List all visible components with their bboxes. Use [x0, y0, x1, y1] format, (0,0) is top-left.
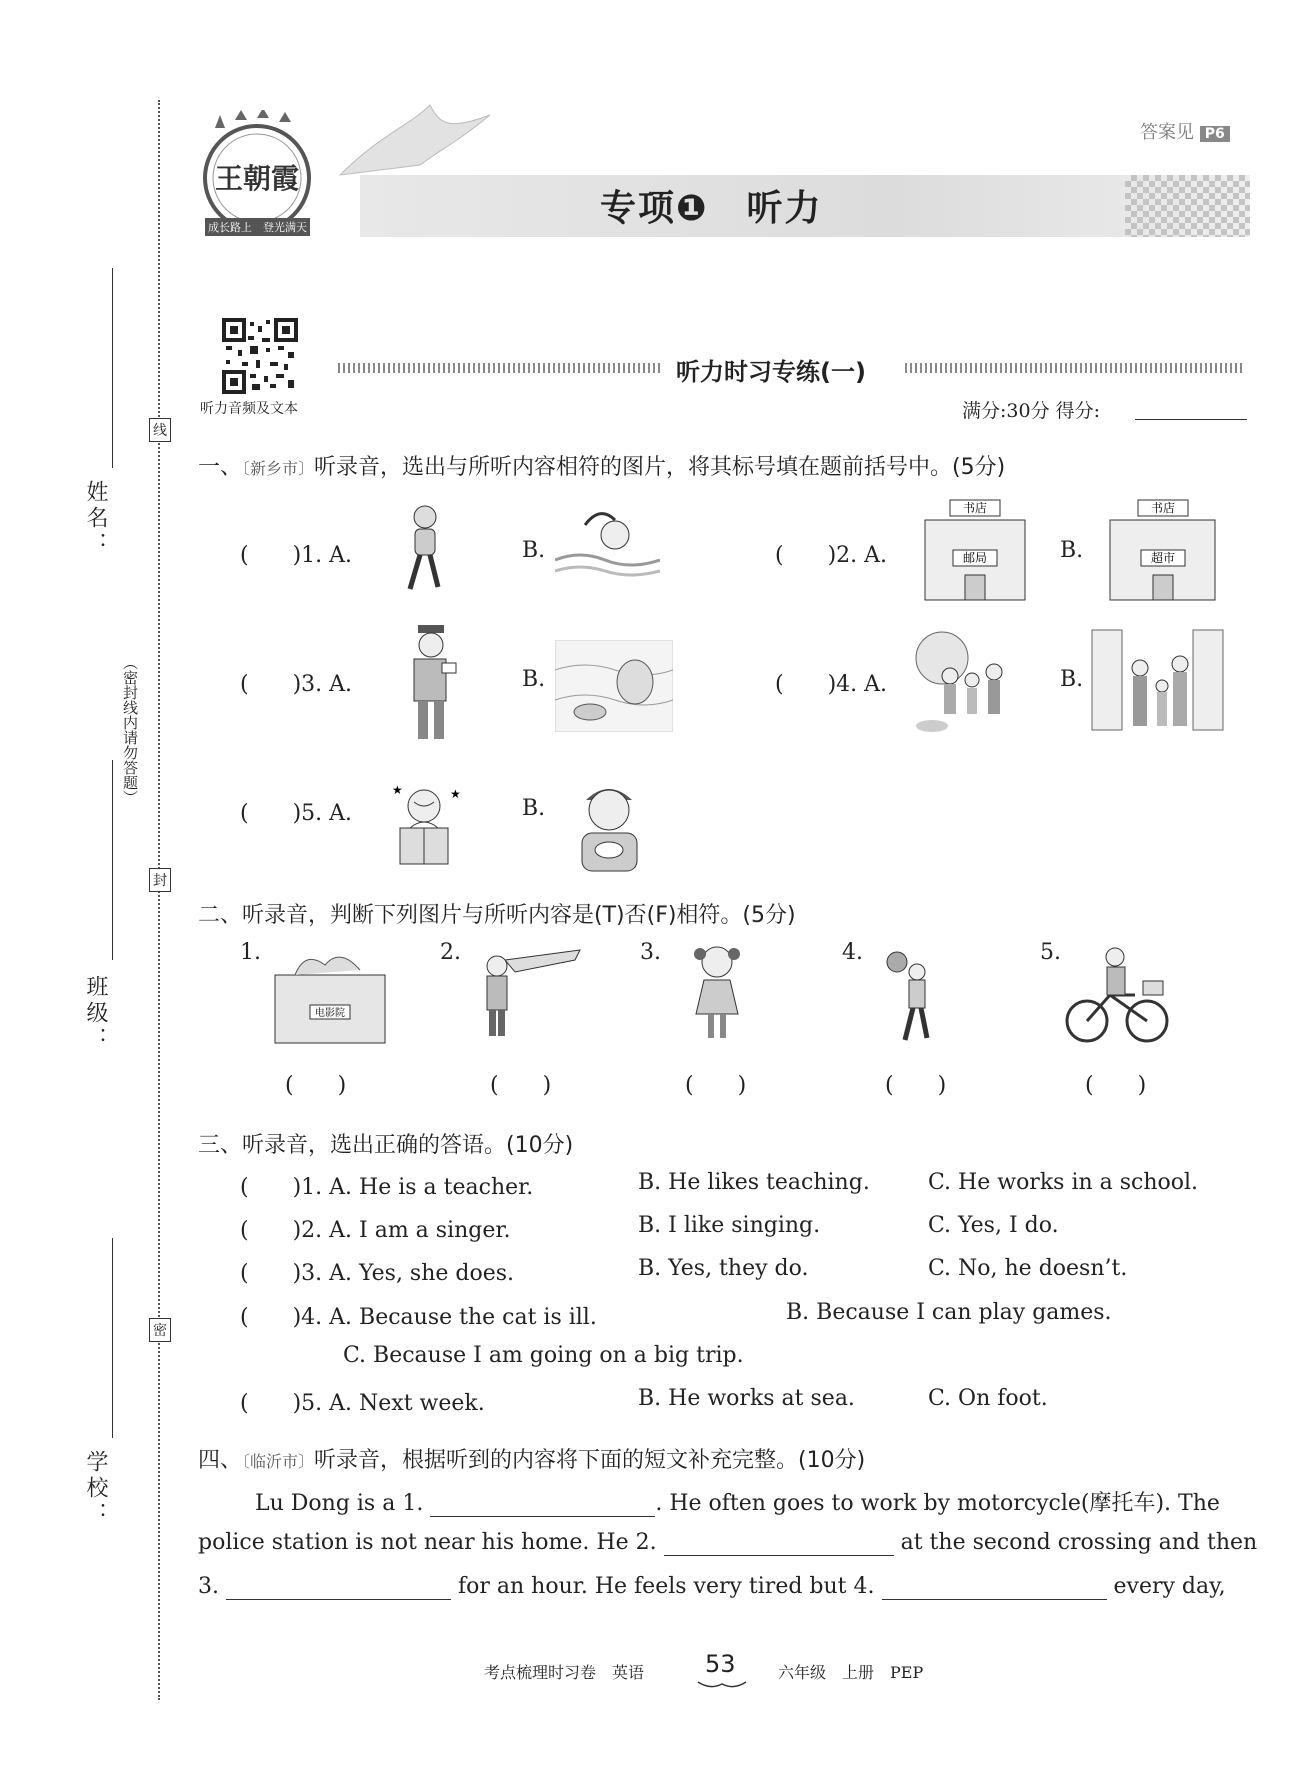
section1-title: 听录音，选出与所听内容相符的图片，将其标号填在题前括号中。(5分) — [314, 455, 1006, 480]
s1-q5-b-image — [572, 778, 647, 873]
answer-ref-page: P6 — [1200, 126, 1230, 142]
s4-line1 — [255, 1486, 1220, 1517]
exercise-title: 听力时习专练(一) — [676, 358, 866, 386]
s4-line3-b: for an hour. He feels very tired but 4. — [458, 1574, 875, 1599]
s1-q3-a-image — [398, 623, 463, 743]
s1-q5-label: ( )5. A. — [240, 801, 353, 826]
s1-q4-b: B. — [1060, 667, 1084, 692]
seal-mark-seal: 封 — [149, 868, 171, 892]
s3-q4-c: C. Because I am going on a big trip. — [343, 1343, 744, 1368]
page-title: 专项❶ 听力 — [600, 188, 823, 229]
qr-caption: 听力音频及文本 — [200, 401, 298, 417]
s4-line3 — [198, 1574, 1226, 1600]
section4-title: 听录音，根据听到的内容将下面的短文补充完整。(10分) — [314, 1448, 866, 1473]
class-underline — [112, 760, 113, 960]
footer-right: 六年级 上册 PEP — [778, 1663, 924, 1682]
s2-num-1: 1. — [240, 940, 261, 965]
s2-num-2: 2. — [440, 940, 461, 965]
s4-line2 — [198, 1530, 1257, 1556]
s1-q1-b-image — [555, 505, 660, 577]
s1-q3-b: B. — [522, 667, 546, 692]
s3-q2-c: C. Yes, I do. — [928, 1213, 1059, 1238]
section1-prefix: 一、 — [198, 455, 243, 480]
s2-bracket-4: ( ) — [885, 1073, 947, 1098]
s2-basketball-image — [885, 950, 940, 1045]
s3-q3-c: C. No, he doesn’t. — [928, 1256, 1128, 1281]
s4-line1-b: . He often goes to work by motorcycle(摩托车). The — [655, 1491, 1220, 1516]
s1-q1-b: B. — [522, 538, 546, 563]
ribbon-decoration — [330, 95, 500, 185]
s1-q1-a-image — [400, 503, 450, 593]
s3-q5: ( )5. A. Next week. — [240, 1391, 485, 1416]
header-pattern — [1125, 175, 1250, 237]
seal-mark-line: 线 — [149, 418, 171, 442]
qr-code[interactable] — [222, 318, 298, 394]
class-label: 班级： — [83, 975, 108, 1053]
section4-city: 〔临沂市〕 — [242, 1452, 315, 1471]
section4-prefix: 四、 — [198, 1448, 243, 1473]
answer-ref-text: 答案见 — [1140, 122, 1194, 143]
s1-q3-b-image — [555, 640, 673, 732]
section2-heading: 二、听录音，判断下列图片与所听内容是(T)否(F)相符。(5分) — [198, 903, 796, 928]
s3-q2-b: B. I like singing. — [638, 1213, 821, 1238]
s3-q5-c: C. On foot. — [928, 1386, 1048, 1411]
brand-tagline-right: 登光满天 — [263, 221, 307, 234]
book-icon — [696, 1680, 748, 1694]
s2-num-3: 3. — [640, 940, 661, 965]
seal-mark-secret: 密 — [149, 1318, 171, 1342]
footer-left: 考点梳理时习卷 英语 — [484, 1663, 645, 1682]
school-underline — [112, 1238, 113, 1438]
name-label: 姓名： — [83, 480, 108, 558]
s1-q4-b-image — [1090, 628, 1225, 738]
s4-blank-1[interactable] — [430, 1491, 655, 1517]
s2-bracket-1: ( ) — [285, 1073, 347, 1098]
s1-q1-label: ( )1. A. — [240, 543, 353, 568]
cinema-sign: 电影院 — [315, 1008, 345, 1019]
brand-tagline-left: 成长路上 — [208, 221, 252, 234]
post-office-sign: 邮局 — [962, 551, 988, 565]
s3-q4-b: B. Because I can play games. — [786, 1300, 1112, 1325]
score-label: 满分:30分 得分: — [962, 400, 1101, 422]
s4-line2-a: police station is not near his home. He 2. — [198, 1530, 657, 1555]
s2-num-5: 5. — [1040, 940, 1061, 965]
s4-line2-b: at the second crossing and then — [900, 1530, 1258, 1555]
s2-num-4: 4. — [842, 940, 863, 965]
s3-q5-b: B. He works at sea. — [638, 1386, 855, 1411]
brand-logo — [195, 110, 320, 250]
name-underline — [112, 268, 113, 468]
s2-pilot-image — [475, 940, 585, 1040]
s3-q1: ( )1. A. He is a teacher. — [240, 1175, 534, 1200]
answer-reference — [1140, 118, 1230, 144]
s2-cinema-image — [265, 945, 395, 1045]
svg-text:★: ★ — [392, 783, 403, 797]
s4-blank-4[interactable] — [882, 1574, 1107, 1600]
s4-line3-a: 3. — [198, 1574, 219, 1599]
s1-q2-b-image — [1100, 495, 1225, 603]
title-rule-right — [905, 363, 1245, 373]
s4-line1-a: Lu Dong is a 1. — [255, 1491, 424, 1516]
title-rule-left — [338, 363, 663, 373]
s1-q4-a-image — [912, 628, 1024, 736]
s3-q3: ( )3. A. Yes, she does. — [240, 1261, 515, 1286]
s2-bracket-3: ( ) — [685, 1073, 747, 1098]
s1-q2-a-image — [915, 495, 1035, 603]
s1-q2-label: ( )2. A. — [775, 543, 888, 568]
score-blank[interactable] — [1135, 419, 1247, 420]
s1-q4-label: ( )4. A. — [775, 672, 888, 697]
supermarket-sign: 超市 — [1150, 551, 1176, 565]
section3-heading: 三、听录音，选出正确的答语。(10分) — [198, 1133, 574, 1158]
s2-bicycle-image — [1065, 945, 1170, 1045]
section1-city: 〔新乡市〕 — [242, 459, 315, 478]
s3-q3-b: B. Yes, they do. — [638, 1256, 809, 1281]
s4-line3-c: every day, — [1113, 1574, 1226, 1599]
s1-q2-b: B. — [1060, 538, 1084, 563]
binding-dotted-line — [158, 100, 160, 1700]
page-number: 53 — [705, 1650, 736, 1678]
s2-bracket-5: ( ) — [1085, 1073, 1147, 1098]
school-label: 学校： — [83, 1450, 108, 1528]
s3-q2: ( )2. A. I am a singer. — [240, 1218, 511, 1243]
s3-q1-c: C. He works in a school. — [928, 1170, 1199, 1195]
s4-blank-2[interactable] — [664, 1530, 894, 1556]
section1-heading — [198, 450, 1005, 481]
seal-note: （密封线内请勿答题） — [121, 655, 139, 805]
brand-name: 王朝霞 — [214, 162, 300, 195]
s4-blank-3[interactable] — [226, 1574, 451, 1600]
s1-q5-b: B. — [522, 796, 546, 821]
s3-q1-b: B. He likes teaching. — [638, 1170, 870, 1195]
s1-q3-label: ( )3. A. — [240, 672, 353, 697]
s1-q5-a-image — [380, 780, 468, 868]
s2-girl-image — [690, 942, 745, 1042]
section4-heading — [198, 1443, 865, 1474]
bookstore-sign-2: 书店 — [1150, 501, 1176, 515]
s3-q4: ( )4. A. Because the cat is ill. — [240, 1305, 597, 1330]
svg-text:★: ★ — [450, 787, 461, 801]
s2-bracket-2: ( ) — [490, 1073, 552, 1098]
bookstore-sign-1: 书店 — [962, 501, 988, 515]
